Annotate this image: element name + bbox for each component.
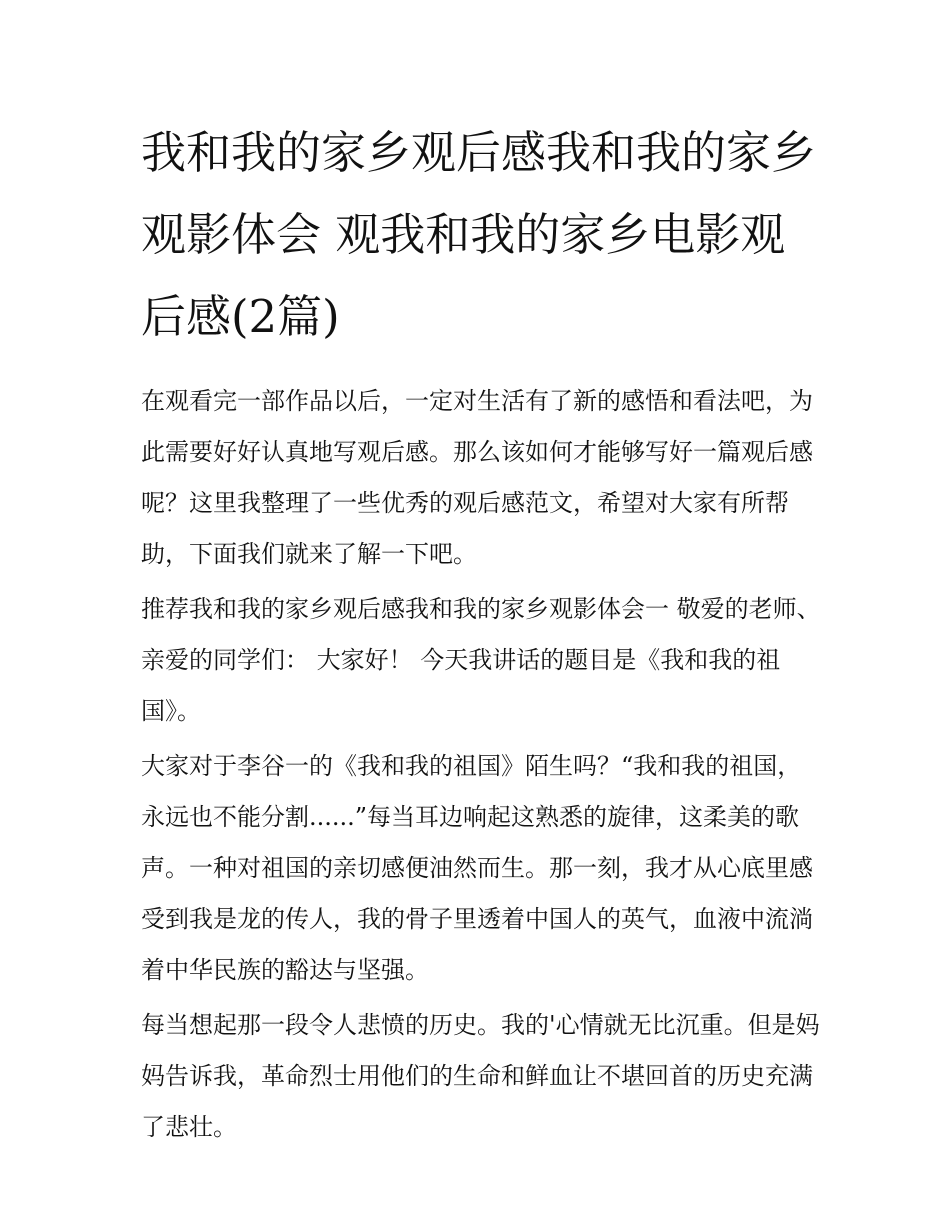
paragraph-speech-opening: 推荐我和我的家乡观后感我和我的家乡观影体会一 敬爱的老师、亲爱的同学们： 大家好！ 今天我讲话的题目是《我和我的祖国》。: [141, 595, 821, 725]
document-title: 我和我的家乡观后感我和我的家乡观影体会 观我和我的家乡电影观后感(2篇): [141, 126, 817, 343]
paragraph-song: 大家对于李谷一的《我和我的祖国》陌生吗？“我和我的祖国，永远也不能分割......”每当耳边响起这熟悉的旋律，这柔美的歌声。一种对祖国的亲切感便油然而生。那一刻，我才从心底里感受到我是龙的传人，我的骨子里透着中国人的英气，血液中流淌着中华民族的豁达与坚强。: [141, 752, 813, 984]
paragraph-history: 每当想起那一段令人悲愤的历史。我的'心情就无比沉重。但是妈妈告诉我，革命烈士用他们的生命和鲜血让不堪回首的历史充满了悲壮。: [141, 1011, 820, 1141]
document-body: [141, 376, 821, 1153]
document-page: [141, 112, 821, 1157]
paragraph-intro: 在观看完一部作品以后，一定对生活有了新的感悟和看法吧，为此需要好好认真地写观后感。那么该如何才能够写好一篇观后感呢？这里我整理了一些优秀的观后感范文，希望对大家有所帮助，下面我们就来了解一下吧。: [141, 387, 813, 568]
